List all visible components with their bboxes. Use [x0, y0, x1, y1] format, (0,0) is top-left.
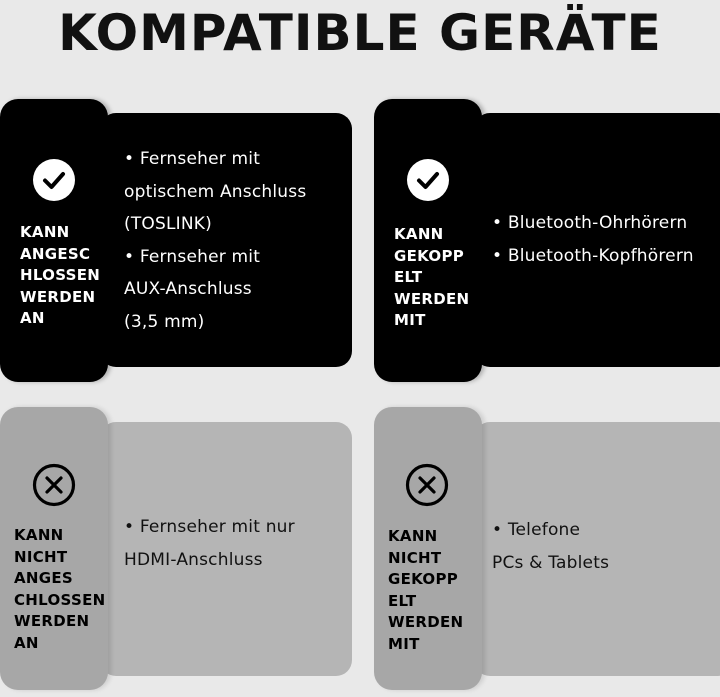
- list-item: • Fernseher mit nur: [124, 517, 295, 537]
- card-tab: [374, 99, 482, 382]
- card-incompatible-connect: [0, 407, 352, 690]
- list-item: • Fernseher mit: [124, 246, 261, 267]
- check-circle-icon: [32, 158, 76, 202]
- check-circle-icon: [406, 158, 450, 202]
- card-status-label: KANN NICHT ANGES CHLOSSEN WERDEN AN: [14, 526, 106, 652]
- list-item: • Fernseher mit: [124, 149, 261, 169]
- card-status-label: KANN NICHT GEKOPP ELT WERDEN MIT: [388, 527, 464, 653]
- card-compatible-pair: [374, 99, 720, 382]
- list-item: • Telefone: [492, 520, 581, 540]
- card-compatible-connect: [0, 99, 352, 382]
- list-item: AUX-Anschluss: [124, 279, 252, 300]
- device-list: [492, 207, 694, 273]
- card-incompatible-pair: [374, 407, 720, 690]
- device-list: [124, 511, 295, 577]
- card-tab: [0, 99, 108, 382]
- card-tab: [0, 407, 108, 690]
- page-title: KOMPATIBLE GERÄTE: [58, 4, 662, 62]
- list-item: (TOSLINK): [124, 214, 212, 235]
- x-circle-icon: [405, 463, 449, 507]
- list-item: • Bluetooth-Ohrhörern: [492, 213, 688, 233]
- list-item: PCs & Tablets: [492, 553, 610, 573]
- card-tab: [374, 407, 482, 690]
- list-item: (3,5 mm): [124, 311, 205, 332]
- list-item: optischem Anschluss: [124, 181, 307, 202]
- device-list: [492, 514, 609, 580]
- card-status-label: KANN ANGESC HLOSSEN WERDEN AN: [20, 223, 101, 327]
- list-item: HDMI-Anschluss: [124, 550, 263, 570]
- card-status-label: KANN GEKOPP ELT WERDEN MIT: [394, 225, 470, 329]
- device-list: [124, 143, 306, 339]
- x-circle-icon: [32, 463, 76, 507]
- list-item: • Bluetooth-Kopfhörern: [492, 246, 694, 266]
